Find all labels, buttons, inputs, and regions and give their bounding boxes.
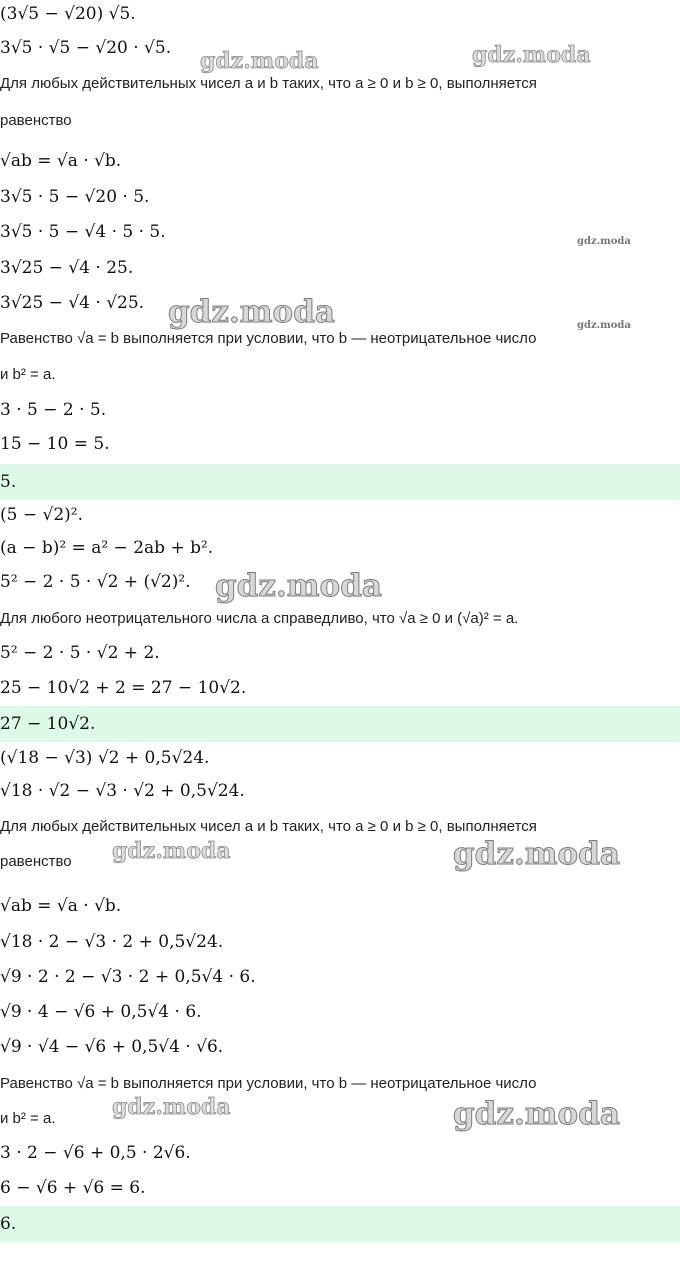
b3-rule2-a: Равенство √a = b выполняется при условии, что b — неотрицательное число xyxy=(0,1075,537,1092)
b1-rule-b: равенство xyxy=(0,112,72,129)
watermark-logo: gdz.moda xyxy=(215,568,382,604)
b2-answer-box xyxy=(0,706,680,742)
b2-answer: 27 − 10√2. xyxy=(0,714,96,734)
b3-line-2: √18 · √2 − √3 · √2 + 0,5√24. xyxy=(0,781,245,801)
b1-line-2: 3√5 · √5 − √20 · √5. xyxy=(0,38,172,58)
b3-line-1: (√18 − √3) √2 + 0,5√24. xyxy=(0,748,210,768)
watermark-logo: gdz.moda xyxy=(200,48,319,74)
b2-line-2: (a − b)² = a² − 2ab + b². xyxy=(0,538,214,558)
b3-line-5: √9 · 2 · 2 − √3 · 2 + 0,5√4 · 6. xyxy=(0,967,256,987)
watermark-logo: gdz.moda xyxy=(453,836,620,872)
b2-line-4: 5² − 2 · 5 · √2 + 2. xyxy=(0,643,160,663)
b2-line-3: 5² − 2 · 5 · √2 + (√2)². xyxy=(0,572,191,592)
b3-rule-b: равенство xyxy=(0,853,72,870)
b3-answer-box xyxy=(0,1206,680,1242)
watermark-logo: gdz.moda xyxy=(577,236,631,247)
b1-line-7: 3√25 − √4 · √25. xyxy=(0,293,145,313)
b3-rule2-b: и b² = a. xyxy=(0,1110,56,1127)
b3-line-4: √18 · 2 − √3 · 2 + 0,5√24. xyxy=(0,932,224,952)
watermark-logo: gdz.moda xyxy=(112,1094,231,1120)
b2-line-1: (5 − √2)². xyxy=(0,505,83,525)
b1-rule-a: Для любых действительных чисел a и b таких, что a ≥ 0 и b ≥ 0, выполняется xyxy=(0,75,537,92)
watermark-logo: gdz.moda xyxy=(577,320,631,331)
b1-line-4: 3√5 · 5 − √20 · 5. xyxy=(0,187,150,207)
b1-line-9: 15 − 10 = 5. xyxy=(0,434,110,454)
b3-line-7: √9 · √4 − √6 + 0,5√4 · √6. xyxy=(0,1037,224,1057)
b1-rule2-a: Равенство √a = b выполняется при условии, что b — неотрицательное число xyxy=(0,330,537,347)
watermark-logo: gdz.moda xyxy=(453,1096,620,1132)
b2-rule: Для любого неотрицательного числа a справедливо, что √a ≥ 0 и (√a)² = a. xyxy=(0,610,519,627)
b1-rule2-b: и b² = a. xyxy=(0,366,56,383)
b3-line-6: √9 · 4 − √6 + 0,5√4 · 6. xyxy=(0,1002,202,1022)
b3-line-9: 6 − √6 + √6 = 6. xyxy=(0,1178,146,1198)
b2-line-5: 25 − 10√2 + 2 = 27 − 10√2. xyxy=(0,678,247,698)
b3-line-8: 3 · 2 − √6 + 0,5 · 2√6. xyxy=(0,1143,191,1163)
b3-rule-a: Для любых действительных чисел a и b таких, что a ≥ 0 и b ≥ 0, выполняется xyxy=(0,818,537,835)
watermark-logo: gdz.moda xyxy=(472,42,591,68)
b1-line-1: (3√5 − √20) √5. xyxy=(0,4,136,24)
b1-line-3: √ab = √a · √b. xyxy=(0,151,122,171)
b1-answer: 5. xyxy=(0,472,17,492)
b1-line-8: 3 · 5 − 2 · 5. xyxy=(0,400,107,420)
watermark-logo: gdz.moda xyxy=(168,294,335,330)
b3-answer: 6. xyxy=(0,1214,17,1234)
b3-line-3: √ab = √a · √b. xyxy=(0,896,122,916)
b1-line-5: 3√5 · 5 − √4 · 5 · 5. xyxy=(0,222,166,242)
watermark-logo: gdz.moda xyxy=(112,838,231,864)
b1-line-6: 3√25 − √4 · 25. xyxy=(0,258,134,278)
b1-answer-box xyxy=(0,464,680,500)
